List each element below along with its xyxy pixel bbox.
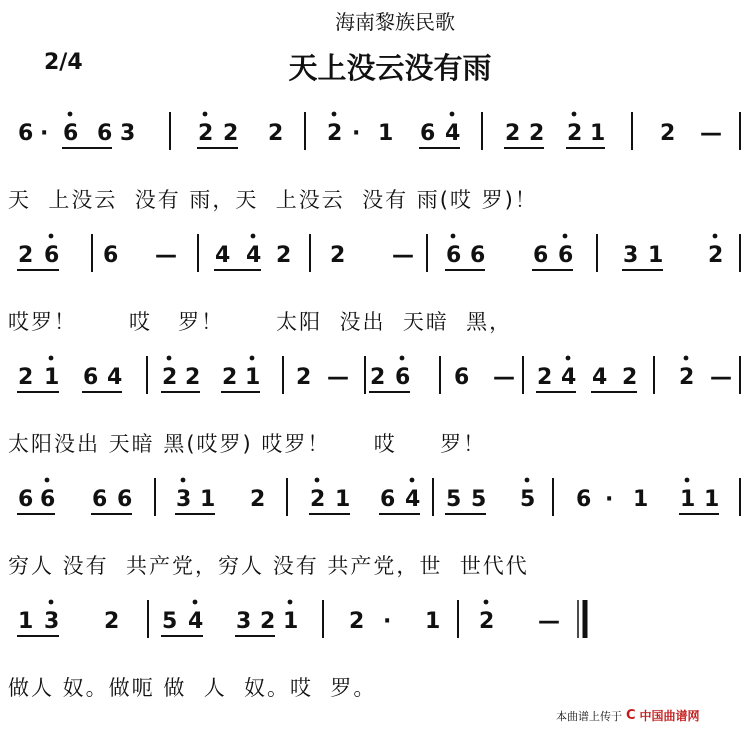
song-title: 天上没云没有雨 <box>288 51 492 85</box>
note-digit: 4 <box>445 121 461 146</box>
lyric-line: 做人 奴。做呃 做 人 奴。哎 罗。 <box>8 676 377 700</box>
note-digit: 5 <box>162 609 178 634</box>
note-digit: 1 <box>648 243 664 268</box>
octave-dot <box>332 112 337 117</box>
lyric-line: 天 上没云 没有 雨，天 上没云 没有 雨(哎 罗)！ <box>8 188 538 212</box>
time-signature: 2/4 <box>44 50 83 75</box>
note-digit: 6 <box>63 121 79 146</box>
note-digit: 1 <box>18 609 34 634</box>
sustain-dash: — <box>155 243 177 268</box>
note-digit: 3 <box>623 243 639 268</box>
sustain-dash: — <box>710 365 732 390</box>
octave-dot <box>181 478 186 483</box>
credit-text: 本曲谱上传于 <box>556 709 622 723</box>
octave-dot <box>250 356 255 361</box>
octave-dot <box>451 234 456 239</box>
note-digit: 1 <box>425 609 441 634</box>
note-digit: 6 <box>470 243 486 268</box>
octave-dot <box>566 356 571 361</box>
note-digit: 6 <box>18 121 34 146</box>
octave-dot <box>193 600 198 605</box>
note-digit: 2 <box>505 121 521 146</box>
note-digit: 6 <box>117 487 133 512</box>
octave-dot <box>251 234 256 239</box>
site-logo-icon: C <box>626 708 636 723</box>
note-digit: 2 <box>537 365 553 390</box>
octave-dot <box>68 112 73 117</box>
note-digit: 1 <box>680 487 696 512</box>
site-name: 中国曲谱网 <box>639 709 700 723</box>
sustain-dash: — <box>392 243 414 268</box>
note-digit: 5 <box>520 487 536 512</box>
note-digit: 2 <box>529 121 545 146</box>
note-digit: 6 <box>558 243 574 268</box>
note-digit: 6 <box>576 487 592 512</box>
note-digit: 6 <box>40 487 56 512</box>
score-system <box>17 356 740 394</box>
note-digit: 6 <box>83 365 99 390</box>
note-digit: 6 <box>97 121 113 146</box>
lyric-line: 哎罗！ 哎 罗！ 太阳 没出 天暗 黑， <box>8 310 513 334</box>
note-digit: 2 <box>18 365 34 390</box>
note-digit: 2 <box>679 365 695 390</box>
octave-dot <box>684 356 689 361</box>
note-digit: 1 <box>704 487 720 512</box>
note-digit: 2 <box>18 243 34 268</box>
octave-dot <box>288 600 293 605</box>
note-digit: 2 <box>162 365 178 390</box>
note-digit: 5 <box>446 487 462 512</box>
lyric-line: 太阳没出 天暗 黑(哎罗) 哎罗！ 哎 罗！ <box>8 432 487 456</box>
sustain-dash: — <box>538 609 560 634</box>
note-digit: 2 <box>370 365 386 390</box>
note-digit: 2 <box>185 365 201 390</box>
octave-dot <box>45 478 50 483</box>
note-digit: 2 <box>276 243 292 268</box>
note-digit: 6 <box>446 243 462 268</box>
note-digit: 4 <box>405 487 421 512</box>
note-digit: 2 <box>349 609 365 634</box>
note-digit: 2 <box>222 365 238 390</box>
note-digit: 2 <box>104 609 120 634</box>
note-digit: 2 <box>296 365 312 390</box>
dot-mark: · <box>605 487 614 512</box>
note-digit: 5 <box>471 487 487 512</box>
octave-dot <box>49 600 54 605</box>
note-digit: 2 <box>567 121 583 146</box>
note-digit: 2 <box>260 609 276 634</box>
octave-dot <box>450 112 455 117</box>
note-digit: 1 <box>245 365 261 390</box>
note-digit: 1 <box>200 487 216 512</box>
note-digit: 4 <box>561 365 577 390</box>
octave-dot <box>713 234 718 239</box>
note-digit: 2 <box>330 243 346 268</box>
note-digit: 6 <box>380 487 396 512</box>
note-digit: 2 <box>223 121 239 146</box>
dot-mark: · <box>40 121 49 146</box>
octave-dot <box>525 478 530 483</box>
lyric-line: 穷人 没有 共产党，穷人 没有 共产党，世 世代代 <box>8 554 529 578</box>
note-digit: 2 <box>250 487 266 512</box>
note-digit: 4 <box>246 243 262 268</box>
note-digit: 6 <box>103 243 119 268</box>
note-digit: 3 <box>120 121 136 146</box>
dot-mark: · <box>352 121 361 146</box>
octave-dot <box>315 478 320 483</box>
note-digit: 1 <box>44 365 60 390</box>
note-digit: 2 <box>310 487 326 512</box>
dot-mark: · <box>383 609 392 634</box>
note-digit: 6 <box>92 487 108 512</box>
note-digit: 2 <box>327 121 343 146</box>
octave-dot <box>167 356 172 361</box>
octave-dot <box>484 600 489 605</box>
octave-dot <box>400 356 405 361</box>
octave-dot <box>49 234 54 239</box>
octave-dot <box>563 234 568 239</box>
note-digit: 4 <box>215 243 231 268</box>
song-origin: 海南黎族民歌 <box>335 10 455 34</box>
note-digit: 4 <box>188 609 204 634</box>
octave-dot <box>49 356 54 361</box>
note-digit: 2 <box>622 365 638 390</box>
octave-dot <box>572 112 577 117</box>
note-digit: 6 <box>420 121 436 146</box>
sustain-dash: — <box>700 121 722 146</box>
note-digit: 1 <box>590 121 606 146</box>
note-digit: 3 <box>176 487 192 512</box>
octave-dot <box>203 112 208 117</box>
score-system <box>17 600 585 638</box>
sustain-dash: — <box>327 365 349 390</box>
note-digit: 2 <box>268 121 284 146</box>
note-digit: 1 <box>378 121 394 146</box>
note-digit: 1 <box>335 487 351 512</box>
note-digit: 4 <box>107 365 123 390</box>
sustain-dash: — <box>493 365 515 390</box>
note-digit: 2 <box>660 121 676 146</box>
note-digit: 3 <box>236 609 252 634</box>
octave-dot <box>410 478 415 483</box>
note-digit: 2 <box>198 121 214 146</box>
note-digit: 6 <box>18 487 34 512</box>
score-system <box>17 478 740 516</box>
note-digit: 6 <box>44 243 60 268</box>
upload-credit <box>556 707 700 724</box>
note-digit: 1 <box>633 487 649 512</box>
note-digit: 6 <box>395 365 411 390</box>
note-digit: 6 <box>454 365 470 390</box>
note-digit: 2 <box>708 243 724 268</box>
score-system <box>18 112 740 150</box>
note-digit: 4 <box>592 365 608 390</box>
note-digit: 2 <box>479 609 495 634</box>
score-system <box>17 234 740 272</box>
note-digit: 1 <box>283 609 299 634</box>
octave-dot <box>685 478 690 483</box>
note-digit: 6 <box>533 243 549 268</box>
note-digit: 3 <box>44 609 60 634</box>
